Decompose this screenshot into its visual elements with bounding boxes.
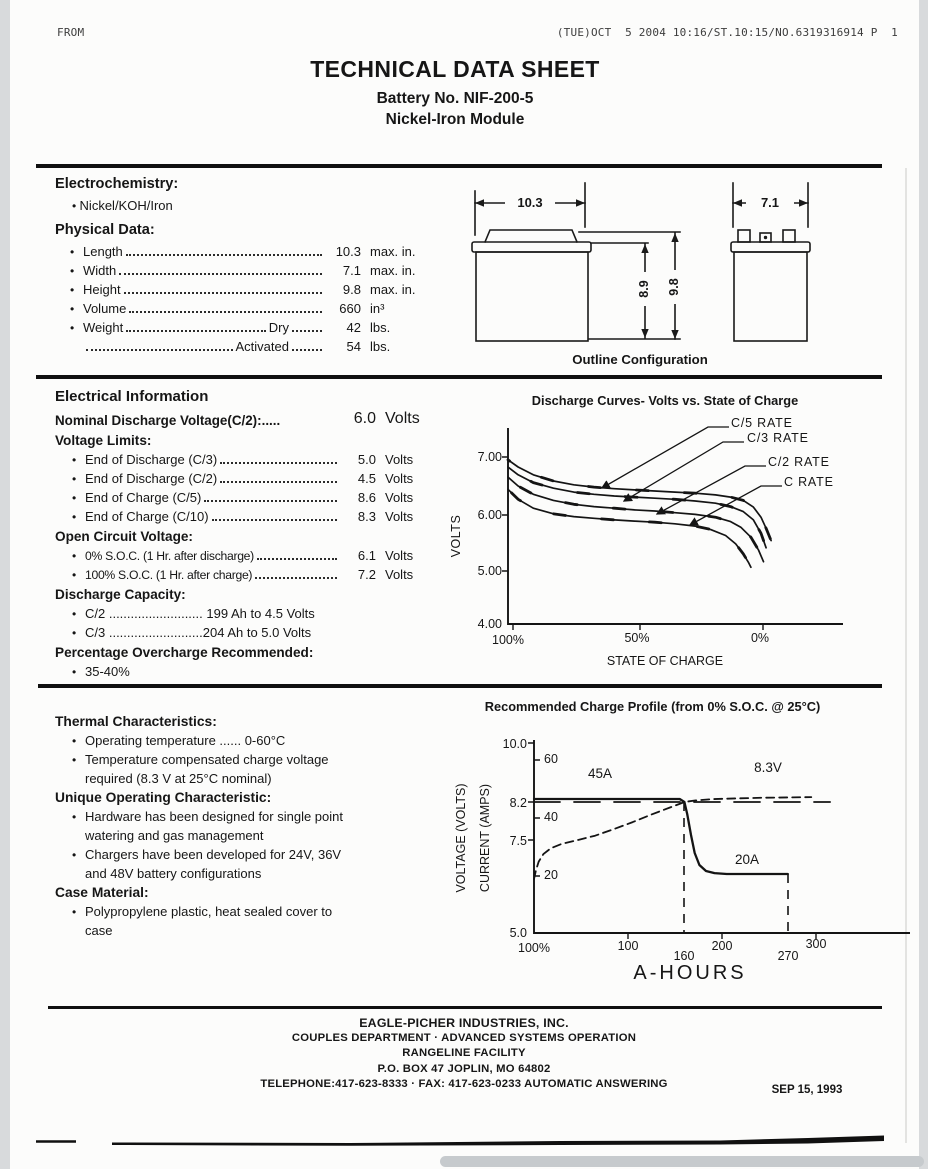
electrical-row (55, 467, 447, 486)
physical-data-heading: Physical Data: (55, 222, 155, 238)
dotted-leader (86, 349, 233, 351)
property-text: C/2 .......................... 199 Ah to 4.5 Volts (85, 606, 315, 621)
thermal-text: and 48V battery configurations (85, 866, 262, 881)
physical-row (70, 335, 432, 354)
section-subheading: Discharge Capacity: (55, 587, 186, 602)
bullet-icon: • (70, 302, 75, 316)
thermal-line (55, 862, 455, 881)
dim-height-overall: 9.8 (667, 270, 683, 304)
module-name: Nickel-Iron Module (385, 111, 525, 128)
property-value: 7.1 (342, 263, 361, 278)
property-label: Volume (83, 301, 127, 316)
electrical-row (55, 505, 447, 524)
c2-atick-40: 40 (544, 810, 558, 824)
bullet-icon: • (72, 472, 77, 486)
property-label: End of Charge (C/10) (85, 509, 209, 524)
thermal-text: required (8.3 V at 25°C nominal) (85, 771, 272, 786)
c1-xaxis-label: STATE OF CHARGE (606, 654, 724, 668)
property-value: 10.3 (335, 244, 361, 259)
c2-vtick-5: 5.0 (509, 926, 527, 940)
thermal-text: watering and gas management (85, 828, 264, 843)
thermal-line (55, 919, 455, 938)
dotted-leader (204, 500, 337, 502)
footer-line: EAGLE-PICHER INDUSTRIES, INC. (359, 1016, 569, 1030)
scan-edge-left (0, 0, 10, 1169)
c2-xtick-200: 200 (711, 939, 733, 953)
revision-date: SEP 15, 1993 (771, 1084, 843, 1096)
physical-row (70, 316, 432, 335)
property-label: Height (83, 282, 121, 297)
property-value: 6.0 (353, 410, 376, 427)
thermal-line (55, 900, 455, 919)
electrical-row (55, 621, 447, 640)
property-sublabel: Activated (235, 339, 289, 354)
dotted-leader (129, 311, 322, 313)
physical-data-list (70, 240, 432, 354)
footer-line: RANGELINE FACILITY (402, 1047, 526, 1060)
page-title: TECHNICAL DATA SHEET (310, 56, 600, 82)
property-unit: Volts (385, 452, 414, 467)
electrical-heading: Electrical Information (55, 388, 209, 405)
electrochemistry-heading: Electrochemistry: (55, 176, 179, 192)
company-footer (164, 1016, 764, 1092)
section-subheading: Open Circuit Voltage: (55, 529, 193, 544)
c1-legend-c: C RATE (784, 475, 834, 489)
bullet-icon: • (72, 549, 77, 563)
property-value: 660 (339, 301, 361, 316)
property-unit: Volts (385, 410, 420, 427)
c2-yaxis-label-volts: VOLTAGE (VOLTS) (454, 783, 468, 893)
property-label: Width (83, 263, 117, 278)
electrical-row (55, 408, 447, 428)
c2-annotation-20a: 20A (734, 852, 760, 867)
c2-atick-20: 20 (544, 868, 558, 882)
property-unit: max. in. (370, 263, 416, 278)
thermal-line (55, 805, 455, 824)
fax-from-label: FROM (57, 26, 85, 39)
bullet-icon: • (72, 734, 77, 748)
scan-artifact-line (0, 1128, 928, 1158)
property-unit: Volts (385, 471, 414, 486)
section-subheading: Unique Operating Characteristic: (55, 790, 272, 805)
dotted-leader (257, 558, 337, 560)
divider-3 (38, 684, 882, 688)
dotted-leader (255, 577, 337, 579)
electrical-row (55, 544, 447, 563)
c2-vtick-75: 7.5 (509, 834, 527, 848)
scan-shadow-bar (440, 1156, 924, 1167)
property-unit: max. in. (370, 282, 416, 297)
thermal-line (55, 729, 455, 748)
bullet-icon: • (70, 321, 75, 335)
fax-timestamp: (TUE)OCT 5 2004 10:16/ST.10:15/NO.6319316914 P 1 (556, 26, 898, 39)
thermal-line (55, 767, 455, 786)
property-text: C/3 ..........................204 Ah to 5.0 Volts (85, 625, 312, 640)
divider-2 (36, 375, 882, 379)
property-value: 4.5 (357, 471, 376, 486)
property-value: 8.3 (357, 509, 376, 524)
dim-width: 7.1 (746, 195, 794, 210)
thermal-text: Chargers have been developed for 24V, 36V (85, 847, 342, 862)
physical-row (70, 240, 432, 259)
section-subheading: Case Material: (55, 885, 149, 900)
property-unit: Volts (385, 548, 414, 563)
property-label: End of Discharge (C/3) (85, 452, 218, 467)
property-value: 5.0 (357, 452, 376, 467)
electrical-row (55, 660, 447, 679)
section-subheading: Percentage Overcharge Recommended: (55, 645, 314, 660)
electrical-row (55, 486, 447, 505)
c2-xtick-300: 300 (805, 937, 827, 951)
physical-row (70, 278, 432, 297)
property-unit: in³ (370, 301, 385, 316)
electrochemistry-value: Nickel/KOH/Iron (79, 198, 173, 213)
thermal-list (55, 710, 455, 938)
c2-xaxis-label: A-HOURS (633, 962, 747, 984)
bullet-icon: • (70, 245, 75, 259)
property-label: End of Discharge (C/2) (85, 471, 218, 486)
c2-yaxis-label-amps: CURRENT (AMPS) (478, 783, 492, 893)
c2-annotation-45a: 45A (587, 766, 613, 781)
electrical-row (55, 448, 447, 467)
c1-ytick-7: 7.00 (477, 450, 502, 464)
c1-legend-c2: C/2 RATE (768, 455, 830, 469)
c2-atick-60: 60 (544, 752, 558, 766)
c2-annotation-83v: 8.3V (754, 760, 782, 775)
c1-legend-c3: C/3 RATE (747, 431, 809, 445)
bullet-icon: • (72, 753, 77, 767)
property-sublabel: Dry (268, 320, 289, 335)
scan-edge-right (919, 0, 928, 1169)
physical-row (70, 297, 432, 316)
thermal-text: Polypropylene plastic, heat sealed cover to (85, 904, 333, 919)
footer-line: TELEPHONE:417-623-8333 · FAX: 417-623-0233 AUTOMATIC ANSWERING (260, 1077, 668, 1090)
electrical-list (55, 408, 447, 679)
c2-xtick-160: 160 (673, 949, 695, 963)
chart-curve (508, 489, 751, 567)
c2-vtick-10: 10.0 (502, 737, 527, 751)
physical-row (70, 259, 432, 278)
property-label: Nominal Discharge Voltage(C/2):..... (55, 413, 281, 428)
dotted-leader (220, 481, 337, 483)
property-value: 42 (346, 320, 361, 335)
property-unit: max. in. (370, 244, 416, 259)
property-value: 54 (346, 339, 361, 354)
property-label: 100% S.O.C. (1 Hr. after charge) (85, 568, 253, 582)
c1-ytick-4: 4.00 (477, 617, 502, 631)
c1-yaxis-label: VOLTS (449, 514, 463, 558)
outline-caption: Outline Configuration (572, 352, 708, 367)
thermal-text: Temperature compensated charge voltage (85, 752, 329, 767)
property-label: Weight (83, 320, 124, 335)
battery-number: Battery No. NIF-200-5 (376, 90, 534, 107)
bullet-icon: • (72, 626, 77, 640)
property-unit: Volts (385, 490, 414, 505)
charge-chart-title: Recommended Charge Profile (from 0% S.O.C. @ 25°C) (484, 699, 821, 714)
thermal-text: Operating temperature ...... 0-60°C (85, 733, 286, 748)
c2-xtick-origin: 100% (518, 941, 550, 955)
electrochemistry-item (72, 198, 173, 213)
bullet-icon: • (72, 510, 77, 524)
property-label: End of Charge (C/5) (85, 490, 202, 505)
c1-legend-c5: C/5 RATE (731, 416, 793, 430)
property-unit: Volts (385, 567, 414, 582)
dotted-leader (292, 330, 322, 332)
bullet-icon: • (72, 568, 77, 582)
divider-1 (36, 164, 882, 168)
chart-curve (508, 489, 751, 567)
thermal-line (55, 824, 455, 843)
property-value: 9.8 (342, 282, 361, 297)
bullet-icon: • (72, 453, 77, 467)
bullet-icon: • (72, 905, 77, 919)
thermal-line (55, 843, 455, 862)
bullet-icon: • (70, 264, 75, 278)
c1-ytick-6: 6.00 (477, 508, 502, 522)
c1-xtick-100: 100% (492, 633, 524, 647)
thermal-text: Hardware has been designed for single point (85, 809, 344, 824)
section-subheading: Thermal Characteristics: (55, 714, 217, 729)
chart-curve (508, 460, 771, 541)
footer-line: COUPLES DEPARTMENT · ADVANCED SYSTEMS OPERATION (291, 1032, 637, 1045)
dotted-leader (126, 254, 322, 256)
thermal-text: case (85, 923, 113, 938)
bullet-icon: • (72, 665, 77, 679)
property-value: 6.1 (357, 548, 376, 563)
dotted-leader (212, 519, 337, 521)
property-unit: Volts (385, 509, 414, 524)
property-label: Length (83, 244, 123, 259)
electrical-row (55, 563, 447, 582)
property-label: 0% S.O.C. (1 Hr. after discharge) (85, 549, 254, 563)
c1-xtick-50: 50% (624, 631, 650, 645)
c1-ytick-5: 5.00 (477, 564, 502, 578)
bullet-icon: • (72, 607, 77, 621)
dim-height-case: 8.9 (637, 272, 653, 306)
bullet-icon: • (72, 848, 77, 862)
dotted-leader (292, 349, 322, 351)
discharge-chart-title: Discharge Curves- Volts vs. State of Charge (531, 393, 799, 408)
dotted-leader (124, 292, 322, 294)
chart-curve (508, 460, 771, 541)
property-text: 35-40% (85, 664, 130, 679)
dim-length: 10.3 (505, 195, 555, 210)
c2-vtick-82: 8.2 (509, 796, 527, 810)
footer-line: P.O. BOX 47 JOPLIN, MO 64802 (377, 1062, 551, 1075)
thermal-line (55, 748, 455, 767)
dotted-leader (220, 462, 337, 464)
bullet-icon: • (72, 199, 80, 213)
c1-xtick-0: 0% (750, 631, 770, 645)
c2-xtick-270: 270 (777, 949, 799, 963)
electrical-row (55, 602, 447, 621)
property-unit: lbs. (370, 320, 391, 335)
bullet-icon: • (70, 283, 75, 297)
property-value: 7.2 (357, 567, 376, 582)
dotted-leader (119, 273, 322, 275)
property-unit: lbs. (370, 339, 391, 354)
dotted-leader (126, 330, 266, 332)
property-value: 8.6 (357, 490, 376, 505)
divider-4 (48, 1006, 882, 1009)
c2-xtick-100: 100 (617, 939, 639, 953)
bullet-icon: • (72, 810, 77, 824)
section-subheading: Voltage Limits: (55, 433, 152, 448)
bullet-icon: • (72, 491, 77, 505)
